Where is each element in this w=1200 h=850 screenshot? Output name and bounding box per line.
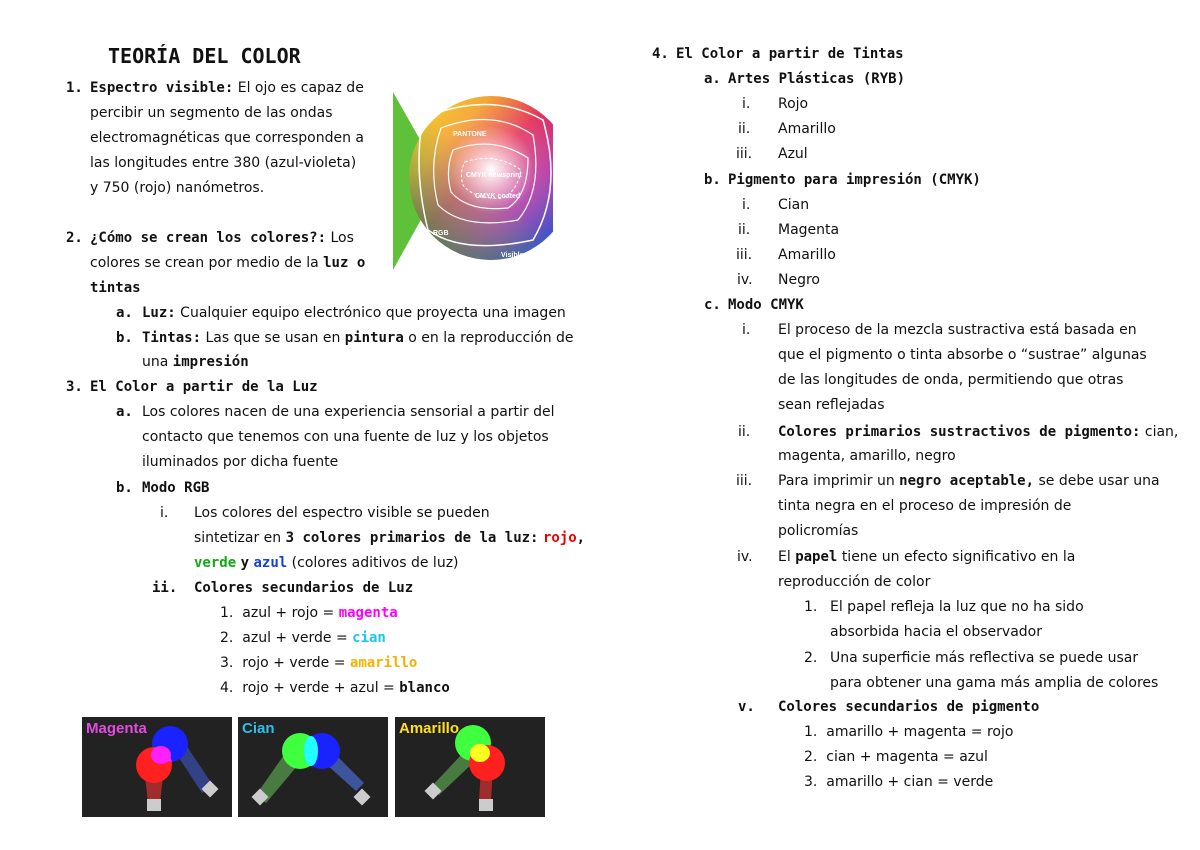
section-3-number: 3.	[66, 379, 83, 395]
list-number: 1.	[804, 724, 818, 740]
list-text: cian + magenta = azul	[826, 749, 988, 765]
section-1-line-4: las longitudes entre 380 (azul-violeta)	[90, 155, 357, 171]
list-text: rojo + verde + azul =	[242, 680, 395, 696]
cmyk-item: Magenta	[778, 222, 840, 238]
panel-amarillo	[395, 717, 545, 817]
paper-1-number: 1.	[804, 599, 818, 615]
cmyk-mode-iii-line-3: policromías	[778, 523, 859, 539]
cmyk-number: ii.	[738, 222, 751, 238]
section-4-number: 4.	[652, 46, 669, 62]
cmyk-mode-v-number: v.	[738, 699, 755, 715]
list-text: rojo + verde =	[242, 655, 346, 671]
list-item	[220, 651, 417, 675]
panel-label-magenta: Magenta	[86, 720, 147, 737]
list-number: 3.	[804, 774, 818, 790]
cmyk-mode-iii-text-c: se debe usar una	[1038, 473, 1160, 489]
section-1-line-2: percibir un segmento de las ondas	[90, 105, 333, 121]
ryb-number: i.	[742, 96, 751, 112]
cmyk-mode-iv-text-c: tiene un efecto significativo en la	[841, 549, 1076, 565]
section-3-heading: El Color a partir de la Luz	[90, 379, 318, 395]
ryb-number: iii.	[736, 146, 753, 162]
rgb-i-bold: 3 colores primarios de la luz:	[285, 530, 539, 546]
list-item	[804, 720, 1013, 744]
section-2b-bold-1: pintura	[344, 330, 404, 346]
page-title: TEORÍA DEL COLOR	[108, 44, 301, 68]
section-3a-line-3: iluminados por dicha fuente	[142, 454, 339, 470]
cmyk-mode-ii-heading: Colores primarios sustractivos de pigmento:	[778, 424, 1141, 440]
section-2a-heading: Luz:	[142, 305, 176, 321]
section-3a-line-1: Los colores nacen de una experiencia sensorial a partir del	[142, 404, 555, 420]
section-2-heading: ¿Cómo se crean los colores?:	[90, 230, 327, 246]
cmyk-item: Cian	[778, 197, 810, 213]
rgb-i-number: i.	[160, 505, 169, 521]
section-2b-text-2: o en la reproducción de	[408, 330, 574, 346]
list-item	[220, 601, 398, 625]
section-1-number: 1.	[66, 80, 83, 96]
cmyk-newsprint-label: CMYK newsprint	[466, 172, 522, 179]
cmyk-mode-iv-line-2: reproducción de color	[778, 574, 931, 590]
list-item	[220, 626, 386, 650]
ryb-item: Amarillo	[778, 121, 836, 137]
cmyk-item: Negro	[778, 272, 820, 288]
section-1-line-1	[90, 76, 364, 100]
list-item	[804, 745, 988, 769]
section-4c-number: c.	[704, 297, 721, 313]
rgb-i-line-3	[194, 551, 459, 575]
color-gamut-diagram	[393, 80, 553, 275]
result-magenta: magenta	[338, 605, 398, 621]
rgb-i-line-2	[194, 526, 585, 550]
list-number: 1.	[220, 605, 234, 621]
section-1-line-3: electromagnéticas que corresponden a	[90, 130, 364, 146]
result-blanco: blanco	[399, 680, 450, 696]
section-2b-text-1: Las que se usan en	[205, 330, 341, 346]
list-number: 2.	[220, 630, 234, 646]
ryb-number: ii.	[738, 121, 751, 137]
list-number: 4.	[220, 680, 234, 696]
result-cian: cian	[352, 630, 386, 646]
cmyk-mode-iii-text-a: Para imprimir un	[778, 473, 895, 489]
ryb-item: Azul	[778, 146, 808, 162]
section-2b-line-1	[142, 326, 574, 350]
cmyk-mode-iii-line-1	[778, 469, 1160, 493]
section-2b-number: b.	[116, 330, 133, 346]
cmyk-mode-i-line-1: El proceso de la mezcla sustractiva está basada en	[778, 322, 1137, 338]
section-2-line-3: tintas	[90, 280, 141, 296]
cmyk-mode-i-number: i.	[742, 322, 751, 338]
section-2-line-2	[90, 251, 365, 275]
section-1-line-5: y 750 (rojo) nanómetros.	[90, 180, 265, 196]
rgb-ii-heading: Colores secundarios de Luz	[194, 580, 414, 596]
panel-label-cian: Cian	[242, 720, 275, 737]
rgb-i-text: sintetizar en	[194, 530, 282, 546]
cmyk-number: iii.	[736, 247, 753, 263]
cmyk-mode-iii-line-2: tinta negra en el proceso de impresión de	[778, 498, 1072, 514]
section-3b-number: b.	[116, 480, 133, 496]
cmyk-mode-i-line-2: que el pigmento o tinta absorbe o “sustrae” algunas	[778, 347, 1147, 363]
cmyk-number: i.	[742, 197, 751, 213]
list-number: 2.	[804, 749, 818, 765]
paper-2-number: 2.	[804, 650, 818, 666]
section-1-heading: Espectro visible:	[90, 80, 234, 96]
panel-label-amarillo: Amarillo	[399, 720, 460, 737]
cmyk-item: Amarillo	[778, 247, 836, 263]
rgb-label: RGB	[433, 230, 449, 237]
y-word: y	[240, 555, 250, 571]
section-4-heading: El Color a partir de Tintas	[676, 46, 904, 62]
rgb-comma: ,	[576, 530, 586, 546]
verde-word: verde	[194, 555, 237, 571]
cmyk-mode-iv-number: iv.	[737, 549, 753, 565]
section-3a-number: a.	[116, 404, 133, 420]
section-2a-text: Cualquier equipo electrónico que proyecta una imagen	[180, 305, 566, 321]
list-text: azul + rojo =	[242, 605, 335, 621]
cmyk-mode-i-line-4: sean reflejadas	[778, 397, 885, 413]
list-text: azul + verde =	[242, 630, 348, 646]
cmyk-mode-ii-line-1	[778, 420, 1178, 444]
section-2a-line	[142, 301, 566, 325]
list-text: amarillo + magenta = rojo	[826, 724, 1014, 740]
section-2-text-2: colores se crean por medio de la	[90, 255, 319, 271]
section-2b-line-2	[142, 350, 249, 374]
section-2b-heading: Tintas:	[142, 330, 202, 346]
list-item	[220, 676, 450, 700]
section-4b-number: b.	[704, 172, 721, 188]
paper-1-line-1: El papel refleja la luz que no ha sido	[830, 599, 1084, 615]
section-2-line-1	[90, 226, 354, 250]
ryb-item: Rojo	[778, 96, 809, 112]
section-2a-number: a.	[116, 305, 133, 321]
paper-2-line-2: para obtener una gama más amplia de colores	[830, 675, 1159, 691]
cmyk-mode-iv-text-a: El	[778, 549, 791, 565]
panel-cian	[238, 717, 388, 817]
result-amarillo: amarillo	[349, 655, 418, 671]
rgb-ii-number: ii.	[152, 580, 178, 596]
paper-1-line-2: absorbida hacia el observador	[830, 624, 1042, 640]
cmyk-mode-iv-bold: papel	[795, 549, 838, 565]
section-1-text: El ojo es capaz de	[237, 80, 364, 96]
section-2b-bold-2: impresión	[172, 354, 249, 370]
rgb-i-line-1: Los colores del espectro visible se pueden	[194, 505, 490, 521]
cmyk-mode-v-heading: Colores secundarios de pigmento	[778, 699, 1040, 715]
section-4a-heading: Artes Plásticas (RYB)	[728, 71, 906, 87]
panel-magenta	[82, 717, 232, 817]
list-number: 3.	[220, 655, 234, 671]
cmyk-mode-iv-line-1	[778, 545, 1075, 569]
cmyk-coated-label: CMYK coated	[475, 193, 521, 200]
cmyk-mode-iii-number: iii.	[736, 473, 753, 489]
visible-label: Visible	[501, 252, 524, 259]
section-4a-number: a.	[704, 71, 721, 87]
section-2-bold: luz o	[323, 255, 366, 271]
pantone-label: PANTONE	[453, 131, 487, 138]
cmyk-mode-ii-text: cian,	[1144, 424, 1179, 440]
cmyk-mode-iii-bold: negro aceptable,	[899, 473, 1035, 489]
cmyk-number: iv.	[737, 272, 753, 288]
cmyk-mode-ii-line-2: magenta, amarillo, negro	[778, 448, 956, 464]
list-text: amarillo + cian = verde	[826, 774, 994, 790]
cmyk-mode-ii-number: ii.	[738, 424, 751, 440]
list-item	[804, 770, 993, 794]
section-3b-heading: Modo RGB	[142, 480, 210, 496]
cmyk-mode-i-line-3: de las longitudes de onda, permitiendo que otras	[778, 372, 1124, 388]
rojo-word: rojo	[542, 530, 577, 546]
section-2-number: 2.	[66, 230, 83, 246]
section-4b-heading: Pigmento para impresión (CMYK)	[728, 172, 981, 188]
section-2-text: Los	[330, 230, 354, 246]
section-2b-text-3: una	[142, 354, 169, 370]
rgb-i-text-3: (colores aditivos de luz)	[291, 555, 459, 571]
paper-2-line-1: Una superficie más reflectiva se puede usar	[830, 650, 1139, 666]
azul-word: azul	[253, 555, 288, 571]
section-4c-heading: Modo CMYK	[728, 297, 804, 313]
section-3a-line-2: contacto que tenemos con una fuente de luz y los objetos	[142, 429, 549, 445]
